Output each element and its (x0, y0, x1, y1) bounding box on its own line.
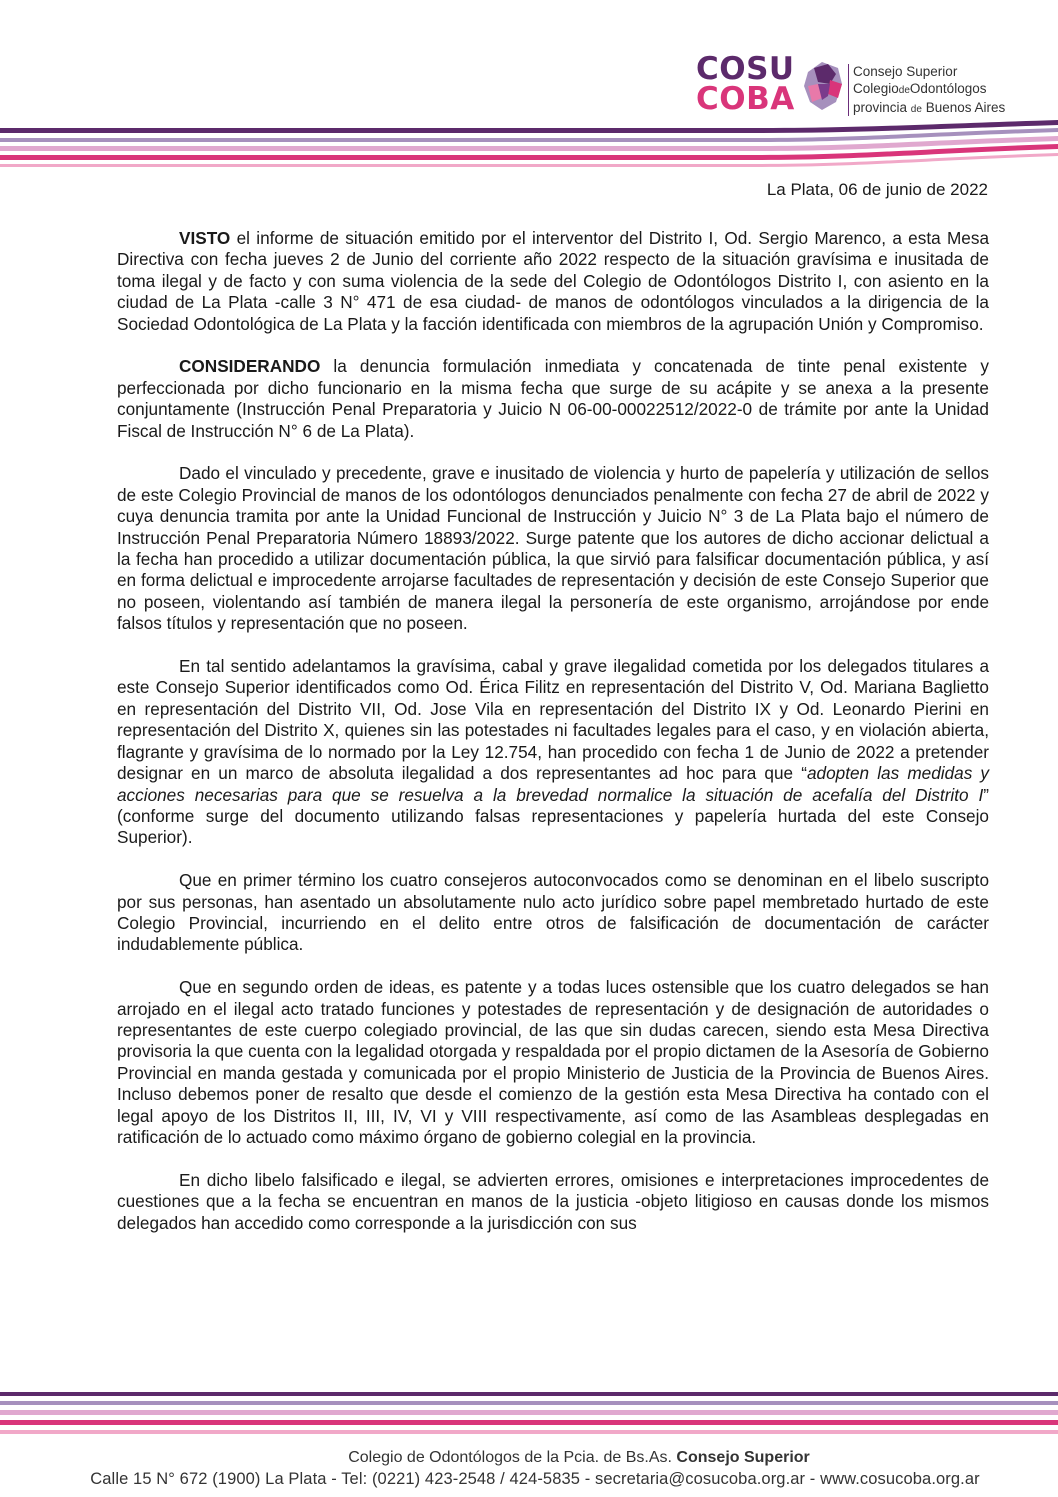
footer-contact-line: Calle 15 N° 672 (1900) La Plata - Tel: (0221) 423-2548 / 424-5835 - secretaria@cosucoba.org.ar - www.cosucoba.org.ar (90, 1470, 980, 1488)
paragraph-text: la denuncia formulación inmediata y concatenada de tinte penal existente y perfeccionada por dicho funcionario en la misma fecha que surge de su acápite y se anexa a la presente conjuntamente (Instrucción Penal Preparatoria y Juicio N 06-00-00022512/2022-0 de trámite por ante la Unidad Fiscal de Instrucción N° 6 de La Plata). (117, 356, 989, 441)
logo-org-line1: Consejo Superior (853, 64, 958, 79)
paragraph-visto (117, 228, 989, 335)
footer-org-line (50, 1449, 1058, 1467)
paragraph-lead: CONSIDERANDO (179, 356, 321, 377)
logo-org-de: de (910, 104, 922, 115)
document-date: La Plata, 06 de junio de 2022 (766, 180, 988, 199)
logo-org-line3 (853, 99, 1005, 118)
logo-coba: COBA (696, 81, 795, 117)
logo-cosu: COSU (696, 51, 795, 87)
paragraph-quote: adopten las medidas y acciones necesarias para que se resuelva a la brevedad normalice la situación de acefalía del Distrito I (117, 763, 990, 805)
paragraph-5: Que en primer término los cuatro consejeros autoconvocados como se denominan en el libelo suscripto por sus personas, han asentado un absolutamente nulo acto jurídico sobre papel membretado hurtado de este Colegio Provincial, incurriendo en el delito entre otros de falsificación de documentación de carácter indudablemente pública. (117, 870, 989, 955)
footer-stripes (0, 1392, 1058, 1440)
logo-org-line2 (853, 80, 1005, 99)
cosucoba-logo (696, 51, 1016, 124)
logo-org-word: Buenos Aires (925, 100, 1006, 115)
paragraph-considerando (117, 356, 989, 442)
paragraph-6: Que en segundo orden de ideas, es patente y a todas luces ostensible que los cuatro delegados se han arrojado en el ilegal acto tratado funciones y potestades de representación y de designación de autoridades o representantes de este cuerpo colegiado provincial, de las que sin dudas carecen, siendo esta Mesa Directiva provisoria la que cuenta con la legalidad otorgada y respaldada por el propio dictamen de la Asesoría de Gobierno Provincial en manda gestada y comunicada por el propio Ministerio de Justicia de la Provincia de Buenos Aires. Incluso debemos poner de resalto que desde el comienzo de la gestión esta Mesa Directiva ha contado con el legal apoyo de los Distritos II, III, IV, VI y VIII respectivamente, así como de las Asambleas desplegadas en ratificación de lo actuado como máximo órgano de gobierno colegial en la provincia. (117, 977, 989, 1147)
tooth-emblem-icon (800, 58, 846, 114)
paragraph-7: En dicho libelo falsificado e ilegal, se advierten errores, omisiones e interpretaciones improcedentes de cuestiones que a la fecha se encuentran en manos de la justicia -objeto litigioso en causas donde los mismos delegados han accedido como corresponde a la jurisdicción con sus (117, 1169, 989, 1233)
logo-org-word: provincia (853, 100, 908, 115)
logo-org-word: Colegio (853, 81, 899, 96)
paragraph-text: el informe de situación emitido por el interventor del Distrito I, Od. Sergio Marenco, a esta Mesa Directiva con fecha jueves 2 de Junio del corriente año 2022 respecto de la situación gravísima e inusitada de toma ilegal y de facto y con suma violencia de la sede del Colegio de Odontólogos Distrito I, con asiento en la ciudad de La Plata -calle 3 N° 471 de esa ciudad- de manos de odontólogos vinculados a la dirigencia de la Sociedad Odontológica de La Plata y la facción identificada con miembros de la agrupación Unión y Compromiso. (117, 228, 989, 334)
logo-wordmark (696, 51, 795, 117)
logo-org-word: Odontólogos (909, 81, 987, 96)
logo-divider (848, 64, 849, 116)
logo-org-name (853, 63, 1005, 118)
paragraph-text: En tal sentido adelantamos la gravísima, cabal y grave ilegalidad cometida por los delegados titulares a este Consejo Superior identificados como Od. Érica Filitz en representación del Distrito V, Od. Mariana Baglietto en representación del Distrito VII, Od. Jose Vila en representación del Distrito IX y Od. Leonardo Pierini en representación del Distrito X, quienes sin las potestades ni facultades legales para el caso, y en violación abierta, flagrante y gravísima de lo normado por la Ley 12.754, han procedido con fecha 1 de Junio de 2022 a pretender designar en un marco de absoluta ilegalidad a dos representantes ad hoc para que “ (117, 656, 989, 784)
document-body (117, 228, 989, 1234)
paragraph-lead: VISTO (179, 228, 231, 248)
paragraph-4 (117, 656, 989, 849)
paragraph-text: ” (conforme surge del documento utilizando falsas representaciones y papelería hurtada del este Consejo Superior). (117, 784, 989, 848)
logo-org-de: de (898, 85, 910, 96)
footer-org-text: Colegio de Odontólogos de la Pcia. de Bs.As. (348, 1449, 677, 1466)
footer-org-bold: Consejo Superior (676, 1449, 810, 1466)
paragraph-3: Dado el vinculado y precedente, grave e inusitado de violencia y hurto de papelería y utilización de sellos de este Colegio Provincial de manos de los odontólogos denunciados penalmente con fecha 27 de abril de 2022 y cuya denuncia tramita por ante la Unidad Funcional de Instrucción y Juicio N° 3 de La Plata bajo el número de Instrucción Penal Preparatoria Número 18893/2022. Surge patente que los autores de dicho accionar delictual a la fecha han procedido a utilizar documentación pública, la que sirvió para falsificar documentación pública, y así en forma delictual e improcedente arrojarse facultades de representación y decisión de este Consejo Superior que no poseen, violentando así también de manera ilegal la personería de este organismo, arrojándose por ende falsos títulos y representación que no poseen. (117, 463, 989, 634)
header-stripes (0, 120, 1058, 172)
